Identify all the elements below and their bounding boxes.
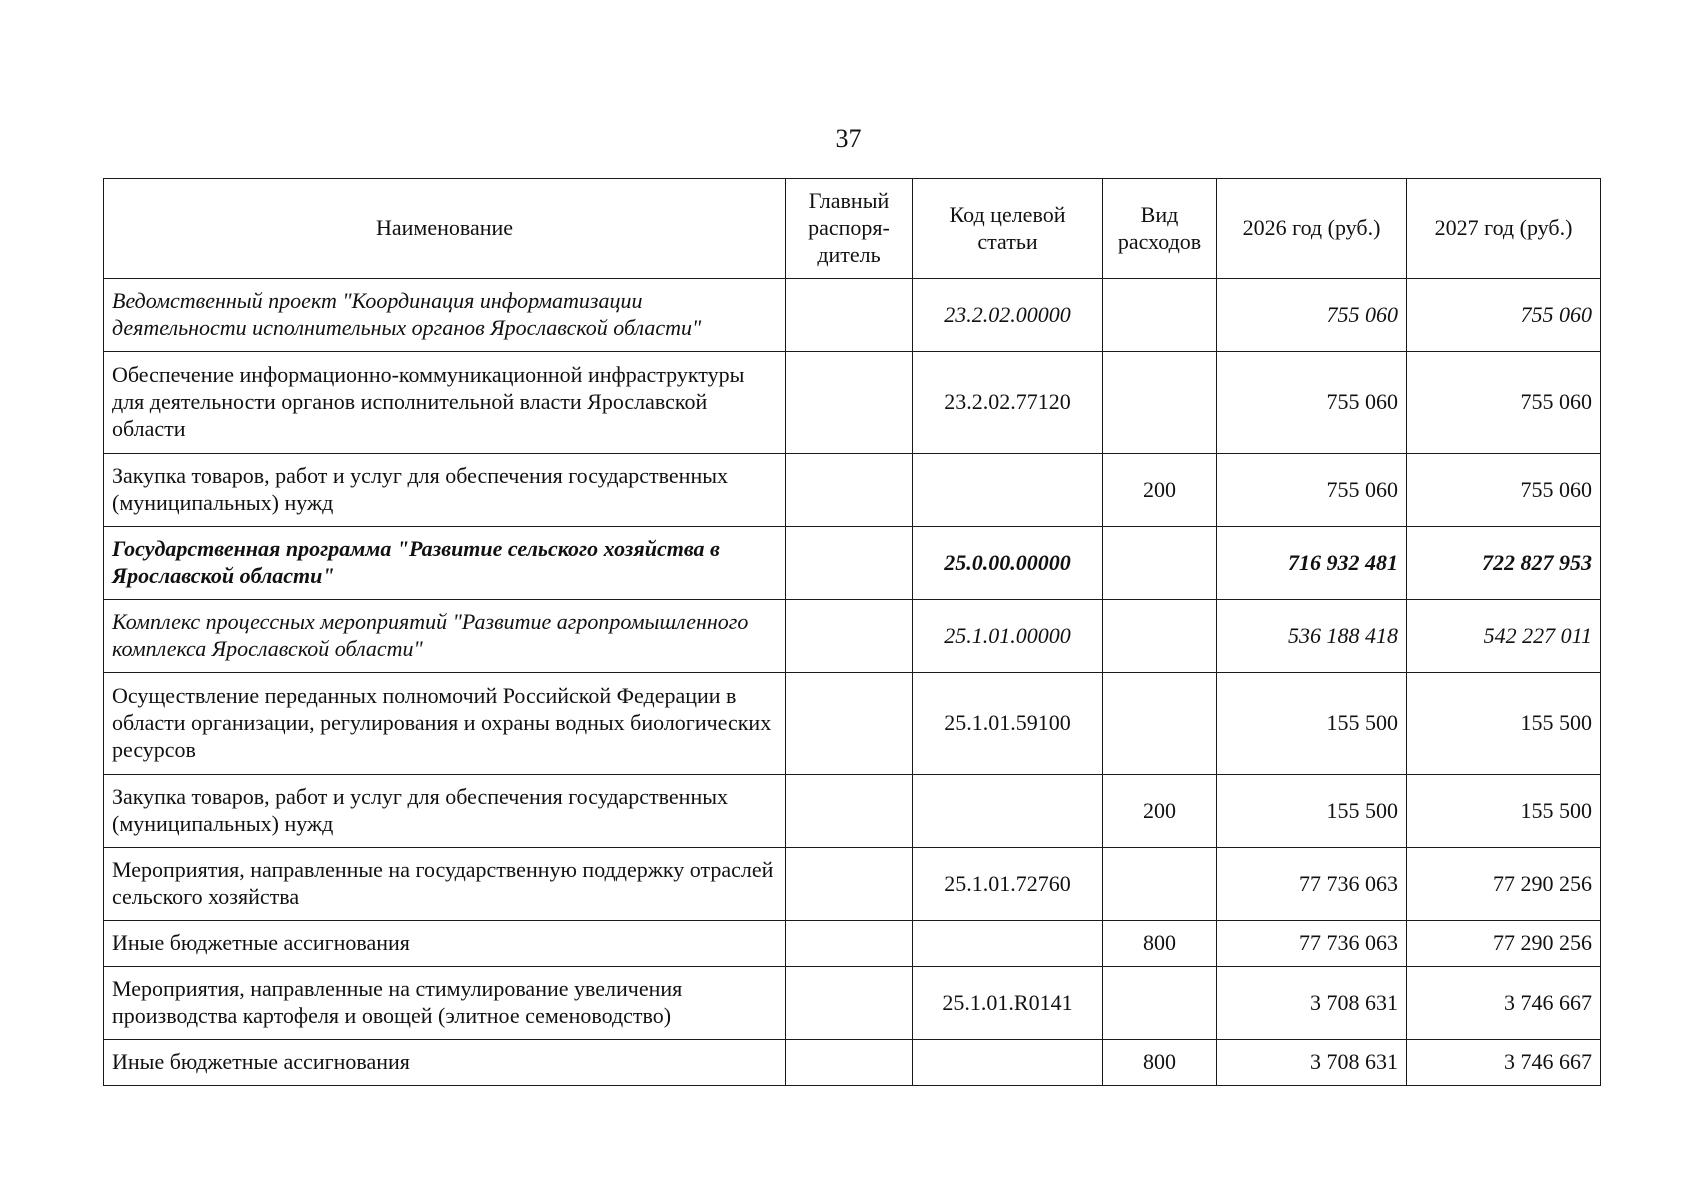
row-vid-cell: 800 [1103, 1040, 1217, 1086]
row-2027-cell: 755 060 [1407, 352, 1601, 454]
row-2026-cell: 716 932 481 [1217, 527, 1407, 600]
row-kod-cell: 25.0.00.00000 [913, 527, 1103, 600]
row-name-cell: Комплекс процессных мероприятий "Развитие агропромышленного комплекса Ярославской области" [104, 600, 786, 673]
budget-table [103, 178, 1601, 1086]
row-glavny-cell [786, 775, 913, 848]
row-glavny-cell [786, 921, 913, 967]
row-2026-cell: 3 708 631 [1217, 967, 1407, 1040]
row-2026-cell: 155 500 [1217, 673, 1407, 775]
row-vid-cell: 200 [1103, 454, 1217, 527]
row-2027-cell: 77 290 256 [1407, 848, 1601, 921]
row-glavny-cell [786, 673, 913, 775]
row-2026-cell: 755 060 [1217, 454, 1407, 527]
row-2027-cell: 542 227 011 [1407, 600, 1601, 673]
row-name-cell: Закупка товаров, работ и услуг для обеспечения государственных (муниципальных) нужд [104, 454, 786, 527]
row-kod-cell: 25.1.01.59100 [913, 673, 1103, 775]
table-row [104, 967, 1601, 1040]
row-name-cell: Мероприятия, направленные на государственную поддержку отраслей сельского хозяйства [104, 848, 786, 921]
row-2026-cell: 3 708 631 [1217, 1040, 1407, 1086]
row-vid-cell [1103, 967, 1217, 1040]
row-2027-cell: 755 060 [1407, 454, 1601, 527]
row-name-cell: Иные бюджетные ассигнования [104, 1040, 786, 1086]
row-2027-cell: 722 827 953 [1407, 527, 1601, 600]
table-body [104, 279, 1601, 1086]
row-2026-cell: 755 060 [1217, 279, 1407, 352]
table-row [104, 775, 1601, 848]
row-name-cell: Обеспечение информационно-коммуникационной инфраструктуры для деятельности органов исполнительной власти Ярославской области [104, 352, 786, 454]
header-vid-raskhodov: Вид расходов [1103, 179, 1217, 279]
row-glavny-cell [786, 352, 913, 454]
row-vid-cell: 800 [1103, 921, 1217, 967]
row-2027-cell: 155 500 [1407, 775, 1601, 848]
row-name-cell: Ведомственный проект "Координация информатизации деятельности исполнительных органов Ярославской области" [104, 279, 786, 352]
row-vid-cell [1103, 279, 1217, 352]
page-number: 37 [835, 124, 862, 153]
row-vid-cell [1103, 673, 1217, 775]
row-glavny-cell [786, 279, 913, 352]
table-header-row [104, 179, 1601, 279]
table-row [104, 1040, 1601, 1086]
row-kod-cell [913, 454, 1103, 527]
row-name-cell: Государственная программа "Развитие сельского хозяйства в Ярославской области" [104, 527, 786, 600]
row-glavny-cell [786, 1040, 913, 1086]
row-glavny-cell [786, 600, 913, 673]
row-kod-cell [913, 775, 1103, 848]
row-kod-cell [913, 921, 1103, 967]
row-2026-cell: 155 500 [1217, 775, 1407, 848]
row-kod-cell: 23.2.02.00000 [913, 279, 1103, 352]
row-name-cell: Осуществление переданных полномочий Российской Федерации в области организации, регулирования и охраны водных биологических ресурсов [104, 673, 786, 775]
row-2027-cell: 3 746 667 [1407, 1040, 1601, 1086]
header-2026: 2026 год (руб.) [1217, 179, 1407, 279]
row-name-cell: Закупка товаров, работ и услуг для обеспечения государственных (муниципальных) нужд [104, 775, 786, 848]
table-row [104, 673, 1601, 775]
row-2026-cell: 77 736 063 [1217, 921, 1407, 967]
row-kod-cell: 25.1.01.72760 [913, 848, 1103, 921]
row-kod-cell [913, 1040, 1103, 1086]
table-row [104, 527, 1601, 600]
table-row [104, 848, 1601, 921]
row-vid-cell [1103, 848, 1217, 921]
header-2027: 2027 год (руб.) [1407, 179, 1601, 279]
row-kod-cell: 23.2.02.77120 [913, 352, 1103, 454]
row-glavny-cell [786, 454, 913, 527]
row-vid-cell [1103, 600, 1217, 673]
row-2026-cell: 77 736 063 [1217, 848, 1407, 921]
row-name-cell: Мероприятия, направленные на стимулирование увеличения производства картофеля и овощей (элитное семеноводство) [104, 967, 786, 1040]
row-glavny-cell [786, 967, 913, 1040]
header-kod-tselevoy-stati: Код целевой статьи [913, 179, 1103, 279]
row-2027-cell: 3 746 667 [1407, 967, 1601, 1040]
table-row [104, 279, 1601, 352]
row-2027-cell: 77 290 256 [1407, 921, 1601, 967]
row-name-cell: Иные бюджетные ассигнования [104, 921, 786, 967]
table-row [104, 921, 1601, 967]
row-kod-cell: 25.1.01.R0141 [913, 967, 1103, 1040]
row-vid-cell: 200 [1103, 775, 1217, 848]
row-2027-cell: 155 500 [1407, 673, 1601, 775]
row-kod-cell: 25.1.01.00000 [913, 600, 1103, 673]
row-glavny-cell [786, 848, 913, 921]
table-row [104, 454, 1601, 527]
row-glavny-cell [786, 527, 913, 600]
table-row [104, 600, 1601, 673]
row-2027-cell: 755 060 [1407, 279, 1601, 352]
row-vid-cell [1103, 352, 1217, 454]
header-name: Наименование [104, 179, 786, 279]
table-row [104, 352, 1601, 454]
row-2026-cell: 536 188 418 [1217, 600, 1407, 673]
row-vid-cell [1103, 527, 1217, 600]
row-2026-cell: 755 060 [1217, 352, 1407, 454]
header-glavny-rasporyaditel: Главный распоря-дитель [786, 179, 913, 279]
